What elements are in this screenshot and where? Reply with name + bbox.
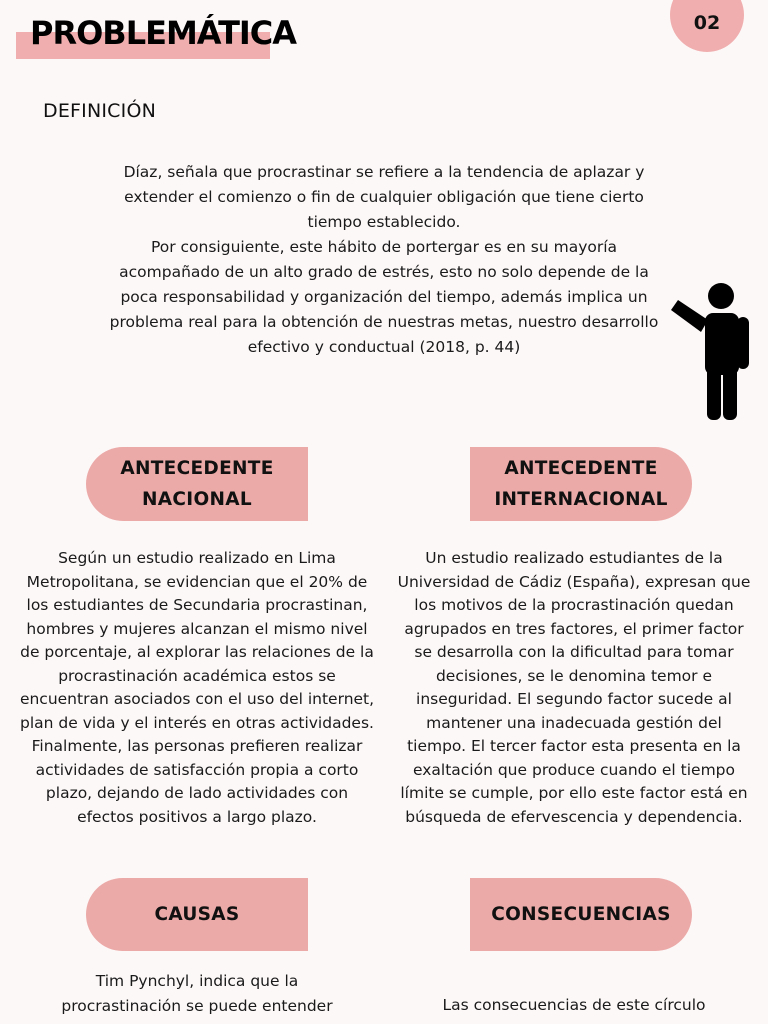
- definition-paragraph-2: Por consiguiente, este hábito de portergar es en su mayoría acompañado de un alto grado de estrés, esto no solo depende de la poca responsabilidad y organización del tiempo, además implica un problema real para la obtención de nuestras metas, nuestro desarrollo efectivo y conductual (2018, p. 44): [109, 238, 659, 356]
- causes-title: [86, 878, 308, 951]
- international-title-line-2: INTERNACIONAL: [494, 489, 668, 510]
- person-pointing-icon: [668, 280, 756, 422]
- consequences-title-text: CONSECUENCIAS: [491, 904, 671, 925]
- definition-paragraph-1: Díaz, señala que procrastinar se refiere a la tendencia de aplazar y extender el comienzo o fin de cualquier obligación que tiene cierto tiempo establecido.: [123, 163, 645, 231]
- definition-label: DEFINICIÓN: [43, 100, 157, 122]
- page-title: PROBLEMÁTICA: [30, 14, 297, 52]
- causes-text: Tim Pynchyl, indica que la procrastinación se puede entender: [61, 972, 333, 1015]
- national-background-text: Según un estudio realizado en Lima Metropolitana, se evidencian que el 20% de los estudiantes de Secundaria procrastinan, hombres y mujeres alcanzan el mismo nivel de porcentaje, al explorar las relaciones de la procrastinación académica estos se encuentran asociados con el uso del internet, plan de vida y el interés en otras actividades. Finalmente, las personas prefieren realizar actividades de satisfacción propia a corto plazo, dejando de lado actividades con efectos positivos a largo plazo.: [19, 549, 375, 826]
- international-background-title: [470, 447, 692, 521]
- national-title-line-1: ANTECEDENTE: [120, 458, 274, 479]
- consequences-text: Las consecuencias de este círculo: [442, 996, 706, 1014]
- international-background-text: Un estudio realizado estudiantes de la Universidad de Cádiz (España), expresan que los motivos de la procrastinación quedan agrupados en tres factores, el primer factor se desarrolla con la dificultad para tomar decisiones, se le denomina temor e inseguridad. El segundo factor sucede al mantener una inadecuada gestión del tiempo. El tercer factor esta presenta en la exaltación que produce cuando el tiempo límite se cumple, por ello este factor está en búsqueda de efervescencia y dependencia.: [397, 549, 751, 826]
- national-title-line-2: NACIONAL: [142, 489, 252, 510]
- page-number-badge: [670, 0, 744, 52]
- national-background-title: [86, 447, 308, 521]
- page-number: 02: [693, 12, 721, 34]
- causes-title-text: CAUSAS: [154, 904, 240, 925]
- international-title-line-1: ANTECEDENTE: [504, 458, 658, 479]
- consequences-title: [470, 878, 692, 951]
- definition-text: [104, 160, 664, 360]
